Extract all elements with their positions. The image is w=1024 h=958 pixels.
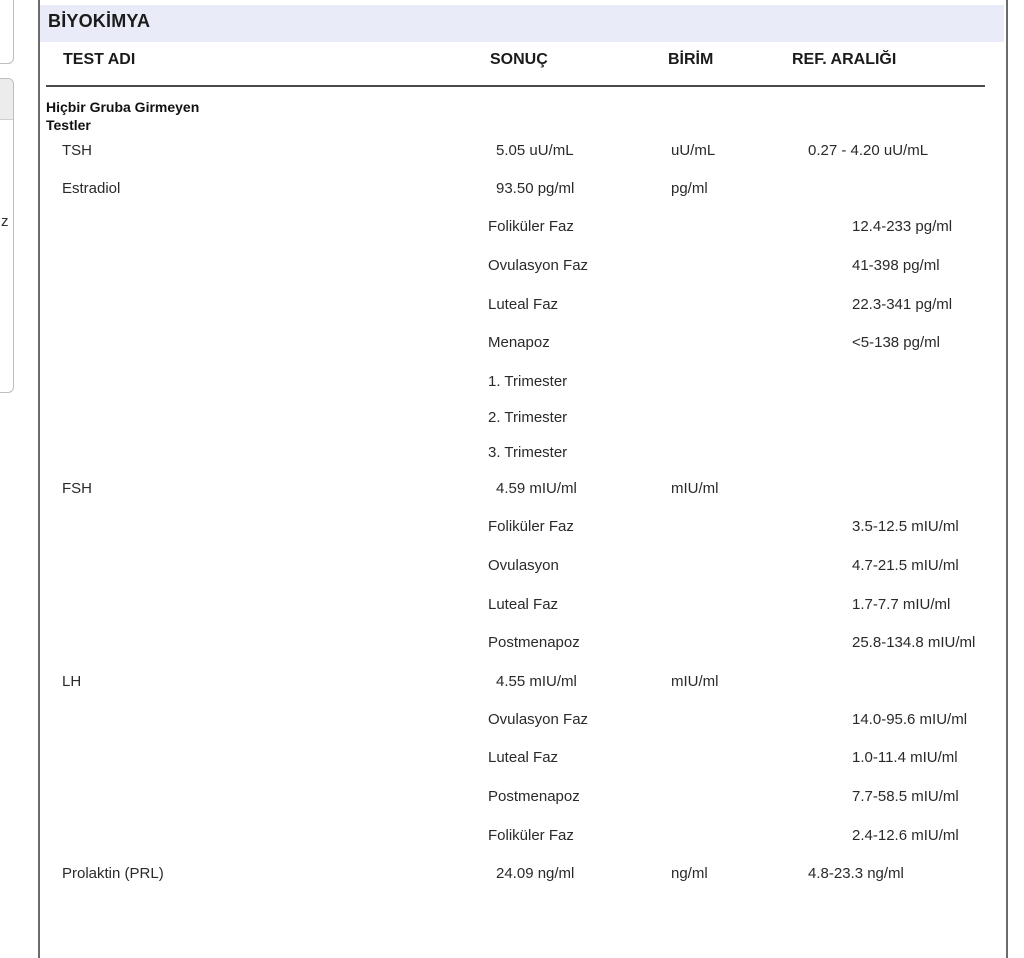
- ref-label: 1. Trimester: [488, 373, 568, 390]
- test-unit-estradiol: pg/ml: [671, 180, 708, 197]
- section-header: [40, 5, 1004, 42]
- ref-value: 3.5-12.5 mIU/ml: [852, 518, 959, 535]
- left-card[interactable]: [0, 78, 14, 393]
- ref-label: Luteal Faz: [488, 749, 559, 766]
- test-unit-lh: mIU/ml: [671, 673, 719, 690]
- test-result-estradiol: 93.50 pg/ml: [496, 180, 575, 197]
- ref-value: 7.7-58.5 mIU/ml: [852, 788, 959, 805]
- test-unit-tsh: uU/mL: [671, 142, 716, 159]
- test-name-tsh: TSH: [62, 142, 92, 159]
- left-card-partial-text: z: [1, 213, 9, 230]
- ref-value: 41-398 pg/ml: [852, 257, 940, 274]
- ref-label: Postmenapoz: [488, 788, 580, 805]
- ref-label: 2. Trimester: [488, 409, 568, 426]
- ref-label: Luteal Faz: [488, 296, 559, 313]
- ref-value: 2.4-12.6 mIU/ml: [852, 827, 959, 844]
- column-header-ref: REF. ARALIĞI: [792, 51, 897, 68]
- left-card-header: [0, 79, 13, 120]
- test-result-prolaktin: 24.09 ng/ml: [496, 865, 575, 882]
- test-name-fsh: FSH: [62, 480, 92, 497]
- ref-label: Ovulasyon Faz: [488, 257, 589, 274]
- test-unit-fsh: mIU/ml: [671, 480, 719, 497]
- header-divider: [46, 85, 985, 87]
- ref-label: Postmenapoz: [488, 634, 580, 651]
- left-card-top[interactable]: [0, 0, 14, 64]
- group-title: Hiçbir Gruba Girmeyen Testler: [46, 99, 200, 133]
- test-unit-prolaktin: ng/ml: [671, 865, 708, 882]
- test-result-lh: 4.55 mIU/ml: [496, 673, 577, 690]
- ref-value: 1.0-11.4 mIU/ml: [852, 749, 958, 766]
- ref-value: 14.0-95.6 mIU/ml: [852, 711, 968, 728]
- left-sidebar: [0, 0, 30, 939]
- ref-label: Foliküler Faz: [488, 827, 574, 844]
- ref-value: 25.8-134.8 mIU/ml: [852, 634, 976, 651]
- test-result-fsh: 4.59 mIU/ml: [496, 480, 577, 497]
- ref-label: Foliküler Faz: [488, 218, 574, 235]
- test-result-tsh: 5.05 uU/mL: [496, 142, 574, 159]
- ref-label: Menapoz: [488, 334, 550, 351]
- test-name-estradiol: Estradiol: [62, 180, 121, 197]
- ref-label: Luteal Faz: [488, 596, 559, 613]
- ref-value: 12.4-233 pg/ml: [852, 218, 953, 235]
- column-header-unit: BİRİM: [668, 51, 714, 68]
- ref-value: 4.7-21.5 mIU/ml: [852, 557, 959, 574]
- test-name-lh: LH: [62, 673, 82, 690]
- ref-label: Ovulasyon Faz: [488, 711, 589, 728]
- test-ref-tsh: 0.27 - 4.20 uU/mL: [808, 142, 929, 159]
- test-ref-prolaktin: 4.8-23.3 ng/ml: [808, 865, 904, 882]
- section-title: BİYOKİMYA: [48, 11, 151, 31]
- ref-label: Foliküler Faz: [488, 518, 574, 535]
- ref-label: Ovulasyon: [488, 557, 559, 574]
- ref-label: 3. Trimester: [488, 444, 568, 461]
- ref-value: 22.3-341 pg/ml: [852, 296, 953, 313]
- test-name-prolaktin: Prolaktin (PRL): [62, 865, 164, 882]
- column-header-result: SONUÇ: [490, 51, 548, 68]
- ref-value: <5-138 pg/ml: [852, 334, 940, 351]
- column-header-test: TEST ADI: [63, 51, 136, 68]
- ref-value: 1.7-7.7 mIU/ml: [852, 596, 951, 613]
